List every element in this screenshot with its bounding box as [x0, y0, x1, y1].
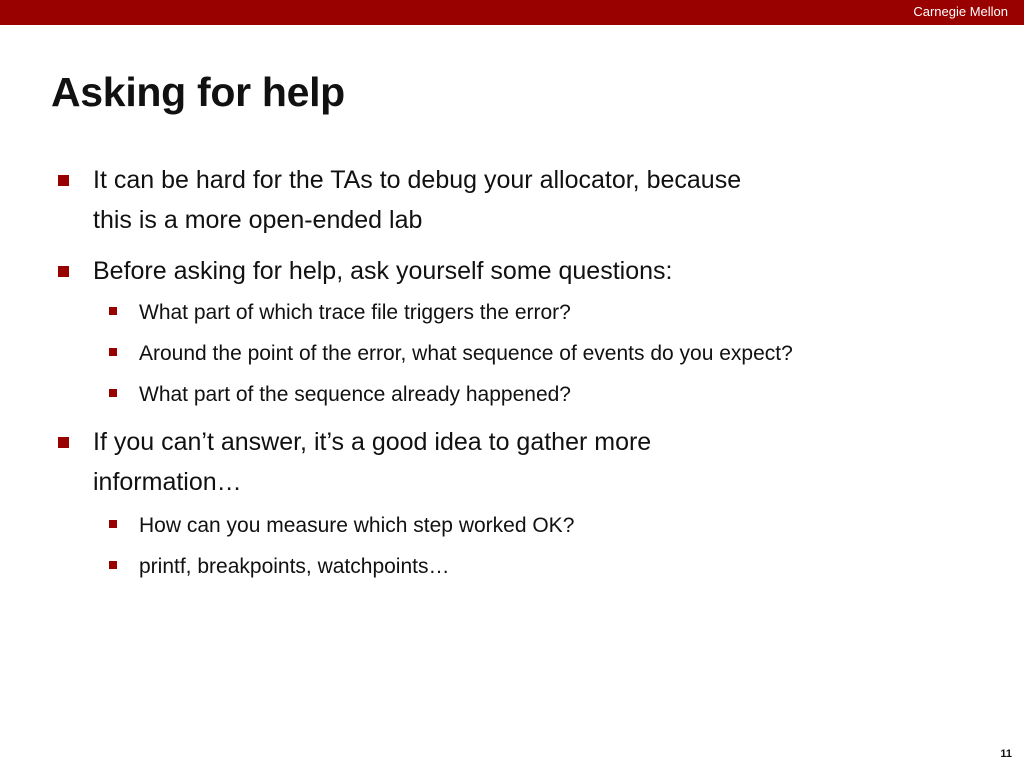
bullet-text-line: If you can’t answer, it’s a good idea to gather more: [93, 428, 652, 456]
bullet-text-line: information…: [93, 468, 242, 496]
sub-bullet-text: printf, breakpoints, watchpoints…: [139, 555, 450, 578]
sub-bullet-text: What part of which trace file triggers the error?: [139, 301, 571, 324]
square-bullet-icon: [109, 348, 117, 356]
sub-bullet-item: [139, 552, 999, 582]
sub-bullet-item: [139, 298, 999, 328]
page-number: 11: [1000, 748, 1012, 760]
bullet-item: [93, 251, 953, 291]
brand-label: Carnegie Mellon: [913, 4, 1008, 19]
sub-bullet-text: Around the point of the error, what sequence of events do you expect?: [139, 342, 793, 365]
bullet-text-line: It can be hard for the TAs to debug your allocator, because: [93, 166, 742, 194]
square-bullet-icon: [109, 389, 117, 397]
square-bullet-icon: [109, 307, 117, 315]
square-bullet-icon: [58, 437, 69, 448]
sub-bullet-item: [139, 380, 999, 410]
square-bullet-icon: [109, 520, 117, 528]
sub-bullet-text: What part of the sequence already happened?: [139, 383, 571, 406]
square-bullet-icon: [58, 266, 69, 277]
slide-title: Asking for help: [51, 69, 345, 115]
sub-bullet-text: How can you measure which step worked OK?: [139, 514, 575, 537]
square-bullet-icon: [109, 561, 117, 569]
sub-bullet-item: [139, 511, 999, 541]
bullet-item: [93, 422, 953, 502]
bullet-text-line: Before asking for help, ask yourself some questions:: [93, 257, 673, 285]
bullet-item: [93, 160, 953, 240]
sub-bullet-item: [139, 339, 999, 369]
bullet-text-line: this is a more open-ended lab: [93, 206, 423, 234]
square-bullet-icon: [58, 175, 69, 186]
